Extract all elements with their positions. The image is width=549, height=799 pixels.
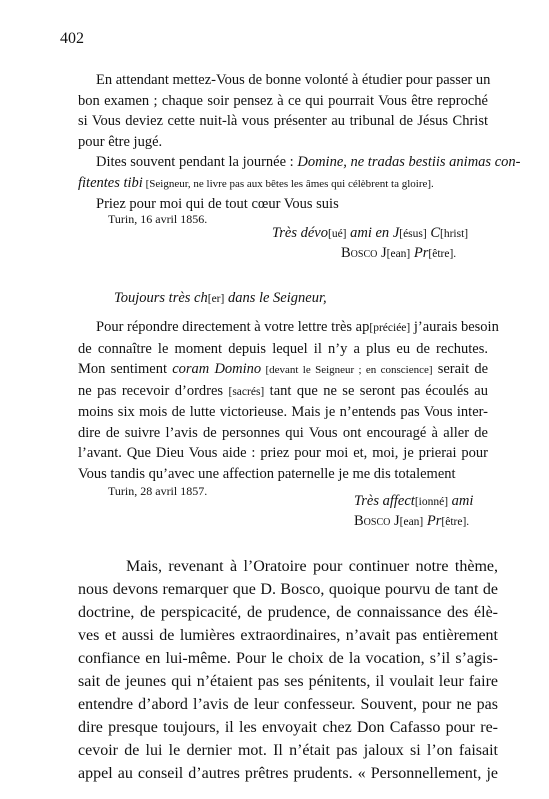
text-line: Vous tandis qu’avec une affection paternelle je me dis totalement	[78, 465, 456, 482]
text-span: C	[426, 225, 441, 241]
letter-1-body	[78, 70, 521, 215]
letter-1-date: Turin, 16 avril 1856.	[108, 212, 208, 226]
text-span: serait de	[432, 361, 489, 377]
latin-quote: fitentes tibi	[78, 174, 143, 191]
text-line	[78, 359, 488, 381]
text-line: cevoir de lui le dernier mot. Il n’était pas jaloux si l’on faisait	[78, 742, 498, 759]
text-span: Toujours très ch	[114, 290, 208, 306]
text-line: doctrine, de perspicacité, de prudence, de connaissance des élè-	[78, 604, 498, 621]
text-line: bon examen ; chaque soir pensez à ce qui pourrait Vous être reproché	[78, 92, 488, 109]
editorial-gloss: [er]	[207, 293, 225, 305]
text-line: dire presque toujours, il les envoyait chez Don Cafasso pour re-	[78, 719, 498, 736]
text-span: Dites souvent pendant la journée :	[96, 154, 298, 170]
text-line	[78, 152, 521, 173]
page-number: 402	[60, 30, 84, 47]
text-span: ami en	[346, 225, 393, 241]
text-line: En attendant mettez-Vous de bonne volonté à étudier pour passer un	[96, 72, 491, 88]
text-span: Pr	[410, 245, 429, 261]
text-line: pour être jugé.	[78, 133, 163, 150]
text-span: tant que ne se seront pas écoulés au	[264, 382, 488, 399]
editorial-gloss: [hrist]	[440, 228, 469, 240]
editorial-gloss: [sacrés]	[228, 385, 265, 398]
text-line	[78, 381, 488, 403]
letter-2-signature-line-1	[354, 493, 473, 510]
text-line: ves et aussi de lumières extraordinaires, n’avait pas entièrement	[78, 627, 498, 644]
letter-2-body	[78, 317, 499, 484]
letter-2-salutation	[114, 290, 327, 307]
text-span: ne pas recevoir d’ordres	[78, 382, 229, 399]
text-span: Très affect	[354, 493, 415, 509]
letter-1-signature-line-2	[341, 245, 456, 262]
editorial-gloss: [préciée]	[369, 322, 411, 334]
text-line	[78, 173, 488, 195]
text-span: Mon sentiment	[78, 361, 173, 377]
author-name: Bosco	[354, 513, 391, 529]
text-span: Pour répondre directement à votre lettre très ap	[96, 319, 370, 335]
editorial-gloss: [ésus]	[399, 228, 427, 240]
text-line: confiance en lui-même. Pour le choix de la vocation, s’il s’agis-	[78, 650, 498, 667]
text-line: Mais, revenant à l’Oratoire pour continuer notre thème,	[126, 558, 498, 575]
latin-quote: Domine, ne tradas bestiis animas con-	[297, 154, 521, 170]
letter-1-signature-line-1	[272, 225, 468, 242]
text-span: Pr	[423, 513, 442, 529]
text-line: entendre d’abord l’avis de leur confesseur. Souvent, pour ne pas	[78, 696, 498, 713]
text-line: dire de suivre l’avis de personnes qui Vous ont encouragé à aller de	[78, 424, 488, 441]
latin-quote: coram Domino	[172, 361, 262, 377]
editorial-gloss: [être].	[441, 516, 470, 528]
text-line: l’avant. Que Dieu Vous aide : priez pour moi et, moi, je prierai pour	[78, 445, 488, 461]
editorial-gloss: [ean]	[399, 516, 424, 528]
author-name: Bosco	[341, 245, 378, 261]
editorial-gloss: [Seigneur, ne livre pas aux bêtes les âmes qui célèbrent ta gloire].	[142, 177, 434, 190]
letter-2-signature-line-2	[354, 513, 469, 530]
text-line: nous devons remarquer que D. Bosco, quoique pourvu de tant de	[78, 581, 498, 598]
text-line: Priez pour moi qui de tout cœur Vous suis	[96, 196, 339, 212]
text-span: ami	[448, 493, 474, 509]
letter-2-date: Turin, 28 avril 1857.	[108, 484, 208, 498]
text-line: appel au conseil d’autres prêtres prudents. « Personnellement, je	[78, 765, 498, 782]
text-span: J	[377, 245, 387, 261]
editorial-gloss: [ionné]	[414, 496, 449, 508]
editorial-gloss: [devant le Seigneur ; en conscience]	[261, 364, 433, 376]
text-span: dans le Seigneur,	[224, 290, 327, 306]
text-span: J	[392, 225, 400, 241]
text-line	[78, 317, 499, 339]
text-span: j’aurais besoin	[410, 319, 499, 335]
text-line: si Vous deviez cette nuit-là vous présenter au tribunal de Jésus Christ	[78, 113, 488, 129]
editorial-gloss: [ean]	[386, 248, 411, 260]
narrative-paragraph	[78, 555, 498, 785]
text-span: Très dévo	[272, 225, 328, 241]
editorial-gloss: [ué]	[327, 228, 347, 240]
text-line: sait de jeunes qui n’étaient pas ses pénitents, il voulait leur faire	[78, 673, 498, 690]
text-line: de connaître le moment depuis lequel il n’y a plus eu de rechutes.	[78, 340, 488, 357]
text-line: moins six mois de lutte victorieuse. Mais je n’entends pas Vous inter-	[78, 404, 488, 420]
editorial-gloss: [être].	[428, 248, 457, 260]
text-span: J	[390, 513, 400, 529]
